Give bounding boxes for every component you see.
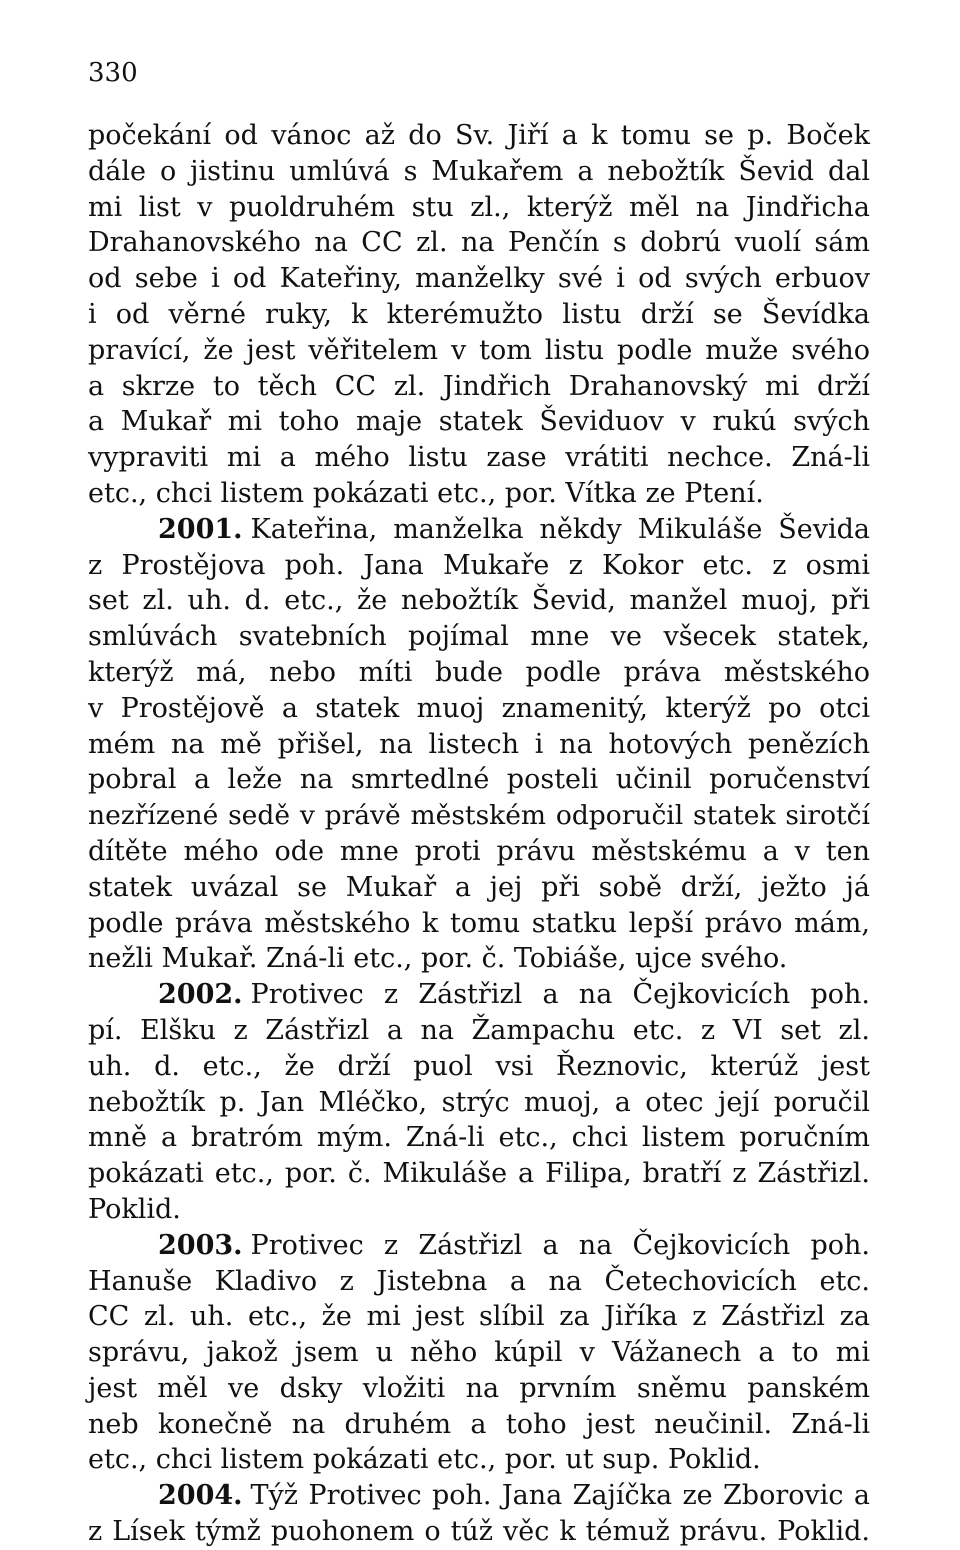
text-line: mi list v puoldruhém stu zl., kterýž měl na Jindřicha xyxy=(88,191,870,223)
text-line: správu, jakož jsem u něho kúpil v Vážanech a to mi xyxy=(88,1337,870,1369)
entry-line-2001: 2001. Kateřina, manželka někdy Mikuláše Ševida xyxy=(158,513,870,545)
text-line: Poklid. xyxy=(88,1193,181,1225)
text-line: podle práva městského k tomu statku lepší právo mám, xyxy=(88,907,870,939)
text-line: CC zl. uh. etc., že mi jest slíbil za Jiříka z Zástřizl za xyxy=(88,1301,870,1333)
entry-line-2004: 2004. Týž Protivec poh. Jana Zajíčka ze Zborovic a xyxy=(158,1480,870,1512)
text-line: mém na mě přišel, na listech i na hotových penězích xyxy=(88,728,870,760)
entry-number: 2003. xyxy=(158,1229,243,1261)
text-line: pokázati etc., por. č. Mikuláše a Filipa, bratří z Zástřizl. xyxy=(88,1158,870,1190)
text-line: nezřízené sedě v právě městském odporučil statek sirotčí xyxy=(88,800,870,832)
text-line: dále o jistinu umlúvá s Mukařem a nebožtík Ševid dal xyxy=(88,155,870,187)
text-line: kterýž má, nebo míti bude podle práva městského xyxy=(88,656,870,688)
text-line: z Lísek týmž puohonem o túž věc k témuž právu. Poklid. xyxy=(88,1516,870,1548)
text-line: v Prostějově a statek muoj znamenitý, kterýž po otci xyxy=(88,692,870,724)
text-line: pobral a leže na smrtedlné posteli učinil poručenství xyxy=(88,764,870,796)
text-line: vypraviti mi a mého listu zase vrátiti nechce. Zná-li xyxy=(88,442,870,474)
body-text xyxy=(88,118,870,1550)
text-line: i od věrné ruky, k kterémužto listu drží se Ševídka xyxy=(88,298,870,330)
text-line: uh. d. etc., že drží puol vsi Řeznovic, kterúž jest xyxy=(88,1050,870,1082)
text-line: z Prostějova poh. Jana Mukaře z Kokor etc. z osmi xyxy=(88,549,870,581)
entry-number: 2002. xyxy=(158,979,243,1011)
text-line: mně a bratróm mým. Zná-li etc., chci listem poručním xyxy=(88,1122,870,1154)
text-line: smlúvách svatebních pojímal mne ve všecek statek, xyxy=(88,621,870,653)
text-line: a skrze to těch CC zl. Jindřich Drahanovský mi drží xyxy=(88,370,870,402)
text-line: pí. Elšku z Zástřizl a na Žampachu etc. z VI set zl. xyxy=(88,1014,870,1046)
entry-number: 2001. xyxy=(158,513,243,545)
entry-number: 2004. xyxy=(158,1480,243,1512)
text-line: pravící, že jest věřitelem v tom listu podle muže svého xyxy=(88,334,870,366)
text-line: nebožtík p. Jan Mléčko, strýc muoj, a otec její poručil xyxy=(88,1086,870,1118)
text-line: statek uvázal se Mukař a jej při sobě drží, ježto já xyxy=(88,871,870,903)
text-line: Drahanovského na CC zl. na Penčín s dobrú vuolí sám xyxy=(88,227,870,259)
text-line: neb konečně na druhém a toho jest neučinil. Zná-li xyxy=(88,1408,870,1440)
text-line: počekání od vánoc až do Sv. Jiří a k tomu se p. Boček xyxy=(88,120,870,151)
text-line: etc., chci listem pokázati etc., por. Vítka ze Ptení. xyxy=(88,477,764,509)
entry-line-2003: 2003. Protivec z Zástřizl a na Čejkovicích poh. xyxy=(158,1229,870,1261)
entry-line-2002: 2002. Protivec z Zástřizl a na Čejkovicích poh. xyxy=(158,979,870,1011)
text-line: nežli Mukař. Zná-li etc., por. č. Tobiáše, ujce svého. xyxy=(88,943,788,975)
text-line: a Mukař mi toho maje statek Ševiduov v rukú svých xyxy=(88,406,870,438)
text-line: dítěte mého ode mne proti právu městskému a v ten xyxy=(88,835,870,867)
text-line: etc., chci listem pokázati etc., por. ut sup. Poklid. xyxy=(88,1444,761,1476)
text-line: set zl. uh. d. etc., že nebožtík Ševid, manžel muoj, při xyxy=(88,585,870,617)
page-number: 330 xyxy=(88,58,138,88)
text-line: Hanuše Kladivo z Jistebna a na Četechovicích etc. xyxy=(88,1265,870,1297)
text-line: od sebe i od Kateřiny, manželky své i od svých erbuov xyxy=(88,263,870,295)
text-line: jest měl ve dsky vložiti na prvním sněmu panském xyxy=(88,1372,870,1404)
